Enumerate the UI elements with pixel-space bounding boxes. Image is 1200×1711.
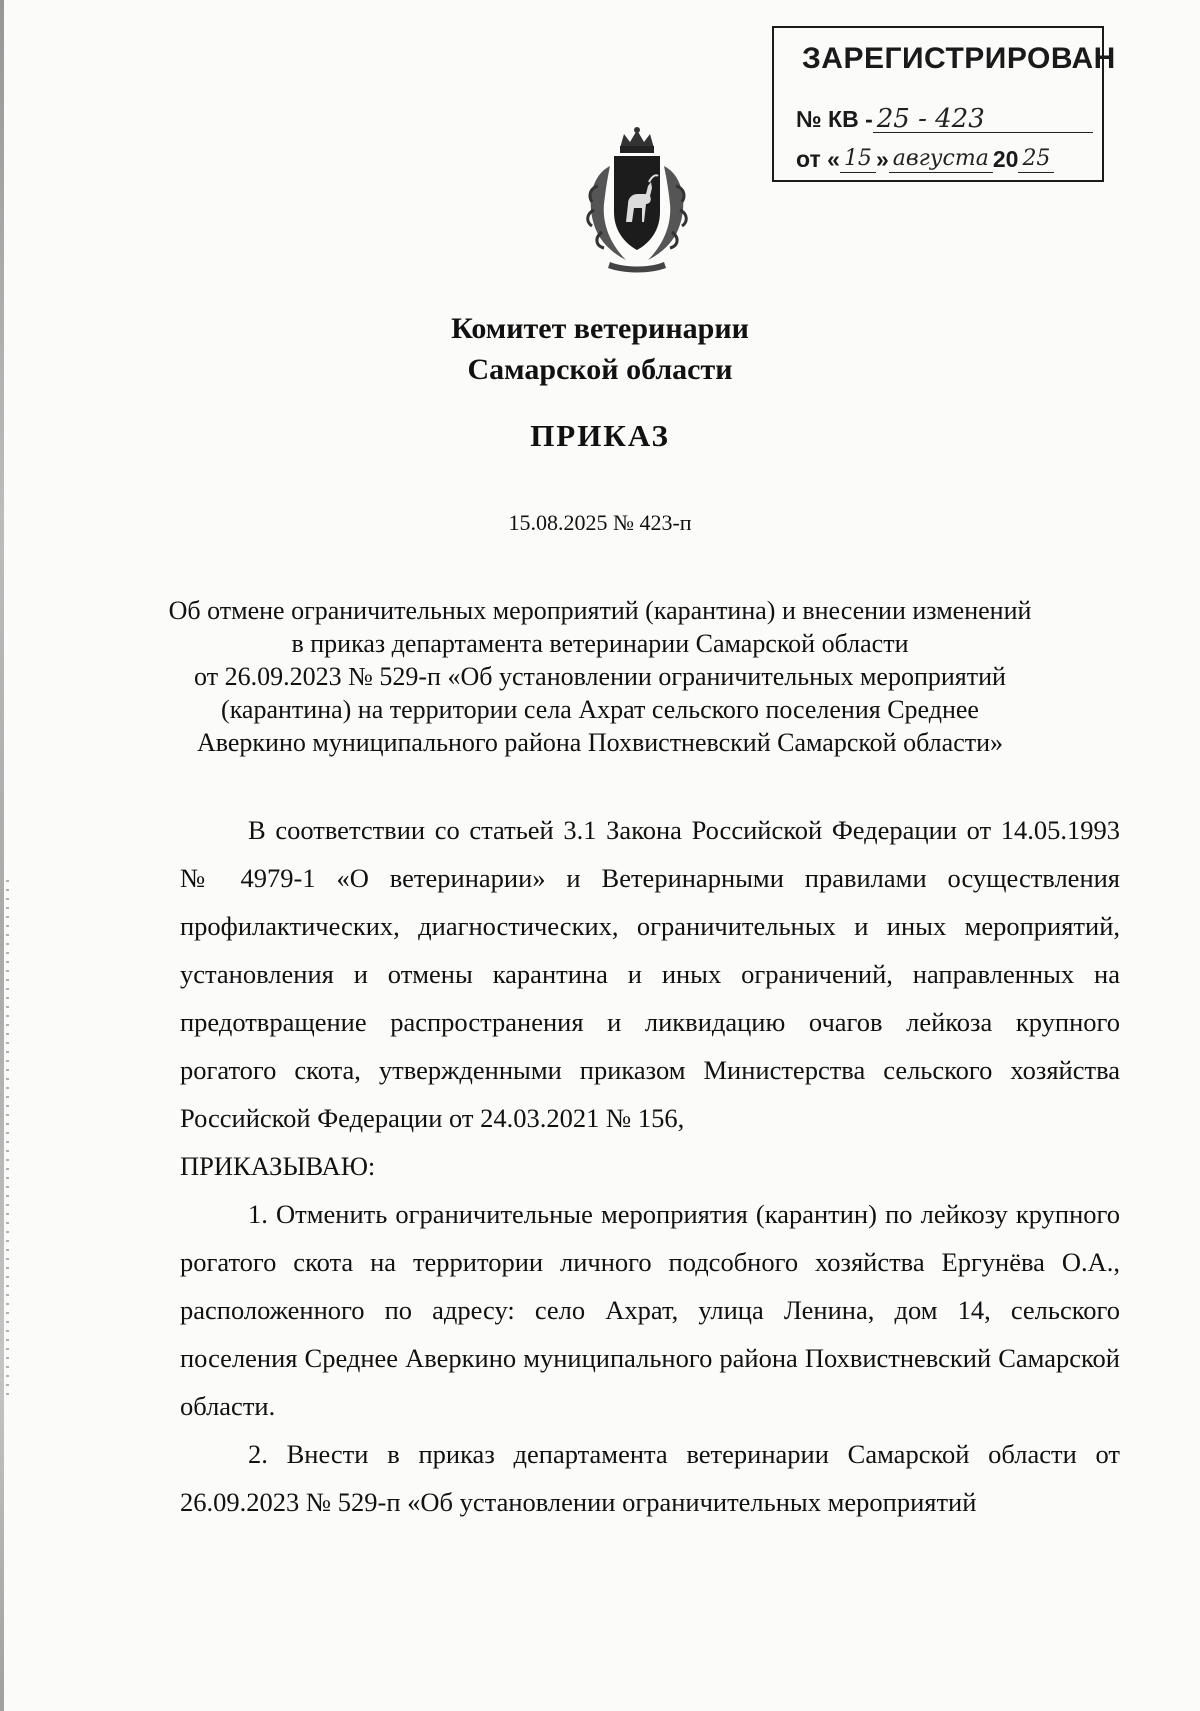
- order-item-2: 2. Внести в приказ департамента ветеринарии Самарской области от 26.09.2023 № 529-п «Об установлении ограничительных мероприятий: [180, 1439, 1120, 1517]
- order-word: ПРИКАЗЫВАЮ:: [180, 1151, 376, 1181]
- stamp-date-month: августа: [889, 146, 993, 173]
- stamp-date-row: [796, 146, 1054, 173]
- samara-coat-of-arms-icon: [580, 126, 694, 274]
- registration-stamp: [772, 26, 1116, 182]
- organization-name-line2: Самарской области: [467, 353, 733, 386]
- document-subject: [0, 594, 1200, 759]
- subject-line: Об отмене ограничительных мероприятий (карантина) и внесении изменений: [168, 596, 1032, 625]
- scan-artifact: [6, 880, 9, 1400]
- stamp-date-year-prefix: 20: [992, 146, 1019, 172]
- scan-edge: [0, 0, 4, 1711]
- document-type: ПРИКАЗ: [530, 418, 670, 453]
- organization-name-line1: Комитет ветеринарии: [451, 312, 749, 345]
- subject-line: от 26.09.2023 № 529-п «Об установлении ограничительных мероприятий: [194, 662, 1006, 691]
- subject-line: (карантина) на территории села Ахрат сельского поселения Среднее: [221, 695, 979, 724]
- document-body: [180, 806, 1120, 1526]
- stamp-number-label: № КВ -: [796, 106, 873, 132]
- stamp-title: ЗАРЕГИСТРИРОВАН: [802, 42, 1116, 75]
- subject-line: Аверкино муниципального района Похвистневский Самарской области»: [196, 728, 1004, 757]
- subject-line: в приказ департамента ветеринарии Самарской области: [291, 629, 909, 658]
- document-date-number: 15.08.2025 № 423-п: [508, 510, 692, 535]
- stamp-number-handwritten: 25 - 423: [873, 106, 1093, 133]
- stamp-date-prefix: от «: [796, 146, 840, 172]
- organization-name: [0, 308, 1200, 390]
- stamp-date-mid: »: [875, 146, 889, 172]
- stamp-date-year: 25: [1018, 146, 1054, 173]
- preamble-paragraph: В соответствии со статьей 3.1 Закона Российской Федерации от 14.05.1993 № 4979-1 «О ветеринарии» и Ветеринарными правилами осуществления профилактических, диагностических, ограничительных и иных мероприятий, установления и отмены карантина и иных ограничений, направленных на предотвращение распространения и ликвидацию очагов лейкоза крупного рогатого скота, утвержденными приказом Министерства сельского хозяйства Российской Федерации от 24.03.2021 № 156,: [180, 815, 1120, 1133]
- order-item-1: 1. Отменить ограничительные мероприятия (карантин) по лейкозу крупного рогатого скота на территории личного подсобного хозяйства Ергунёва О.А., расположенного по адресу: село Ахрат, улица Ленина, дом 14, сельского поселения Среднее Аверкино муниципального района Похвистневский Самарской области.: [180, 1199, 1120, 1421]
- stamp-date-day: 15: [840, 146, 876, 173]
- stamp-number-row: [796, 106, 1093, 133]
